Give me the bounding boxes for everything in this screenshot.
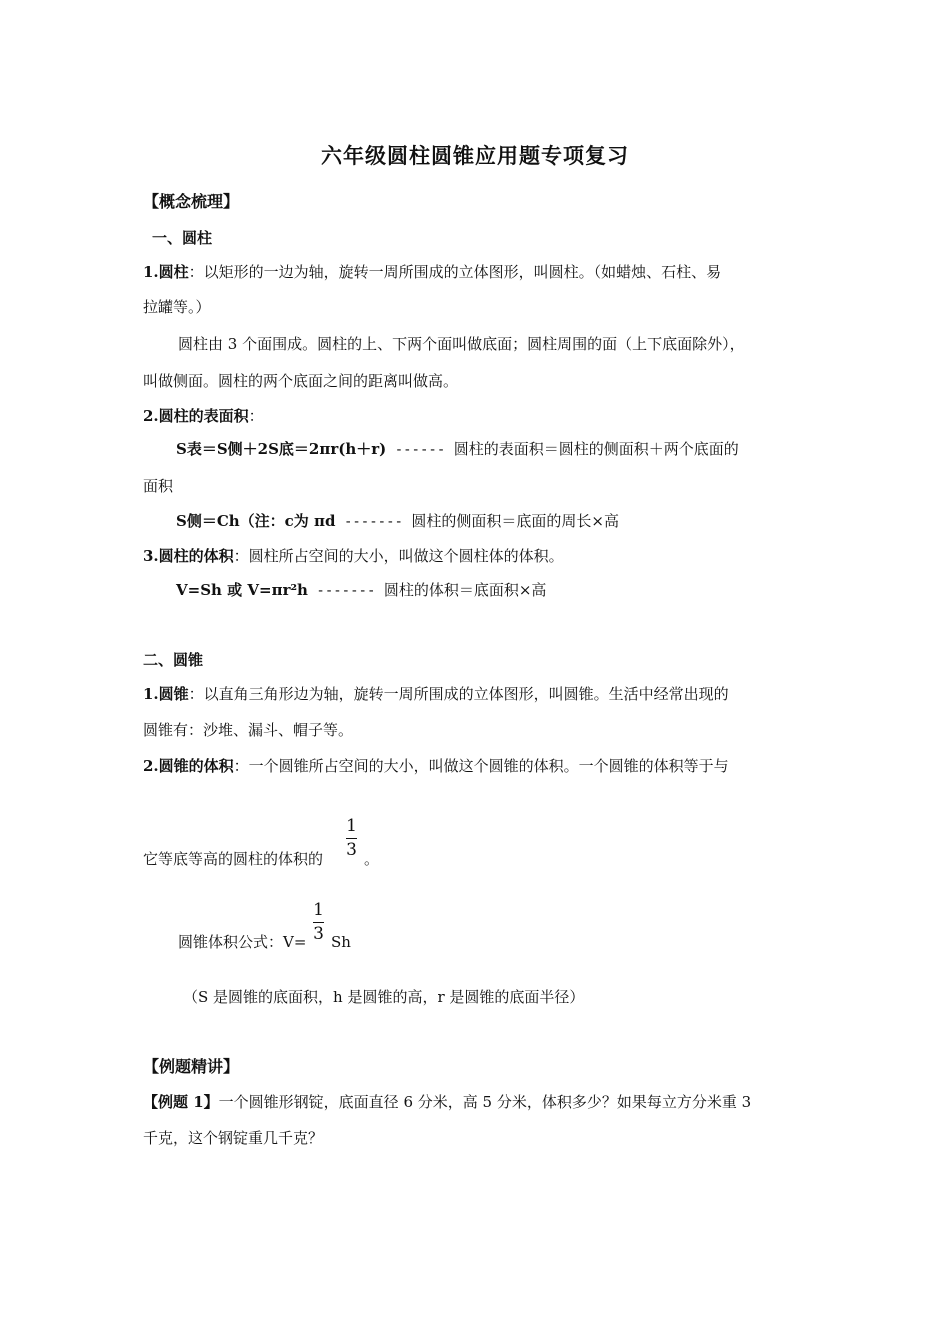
lateral-desc: 圆柱的侧面积＝底面的周长×高: [411, 512, 619, 530]
cone-formula-prefix: 圆锥体积公式：V=: [178, 933, 307, 951]
surface-colon: ：: [248, 407, 264, 425]
cone-formula-suffix: Sh: [331, 933, 351, 951]
cylinder-volume-label: 3.圆柱的体积: [143, 547, 234, 565]
cylinder-surface-heading: [143, 405, 264, 427]
cone-def-label: 1.圆锥: [143, 685, 189, 703]
cone-def-cont: 圆锥有：沙堆、漏斗、帽子等。: [143, 721, 354, 739]
example-1-text: 一个圆锥形钢锭，底面直径 6 分米，高 5 分米，体积多少？如果每立方分米重 3: [218, 1093, 752, 1111]
examples-header: 【例题精讲】: [143, 1057, 240, 1076]
cylinder-def-cont: 拉罐等。）: [143, 298, 211, 316]
formula-fraction-numerator: 1: [313, 900, 324, 920]
cone-volume-text: ：一个圆锥所占空间的大小，叫做这个圆锥的体积。一个圆锥的体积等于与: [233, 757, 729, 775]
fraction-numerator: 1: [346, 816, 357, 836]
concept-header: 【概念梳理】: [143, 192, 240, 211]
page-title: 六年级圆柱圆锥应用题专项复习: [321, 143, 629, 168]
surface-desc-cont: 面积: [143, 477, 174, 495]
formula-fraction: [313, 901, 324, 944]
surface-label: 2.圆柱的表面积: [143, 407, 249, 425]
surface-formula-line: [176, 438, 739, 461]
example-1-line: [143, 1091, 751, 1113]
cone-volume-cont: 它等底等高的圆柱的体积的: [143, 850, 324, 868]
cylinder-definition: [143, 261, 721, 283]
fraction-one-third: [346, 817, 357, 860]
cylinder-volume-desc: 圆柱的体积＝底面积×高: [383, 581, 547, 599]
formula-fraction-bar: [313, 922, 324, 923]
cone-definition: [143, 683, 729, 705]
cone-heading: 二、圆锥: [143, 651, 204, 669]
cylinder-para1: 圆柱由 3 个面围成。圆柱的上、下两个面叫做底面；圆柱周围的面（上下底面除外），: [178, 335, 745, 353]
formula-fraction-denominator: 3: [313, 924, 324, 944]
lateral-dash: -------: [335, 514, 412, 530]
lateral-formula-line: [176, 510, 619, 533]
cylinder-volume-line: [143, 545, 564, 567]
fraction-denominator: 3: [346, 840, 357, 860]
example-1-label: 【例题 1】: [143, 1093, 219, 1111]
cone-volume-period: 。: [364, 850, 380, 868]
cylinder-volume-dash: -------: [307, 583, 384, 599]
example-1-cont: 千克，这个钢锭重几千克？: [143, 1129, 324, 1147]
cylinder-para2: 叫做侧面。圆柱的两个底面之间的距离叫做高。: [143, 372, 459, 390]
cone-volume-line: [143, 755, 729, 777]
surface-formula: S表＝S侧＋2S底＝2πr(h＋r): [176, 440, 387, 458]
cylinder-def-label: 1.圆柱: [143, 263, 189, 281]
cylinder-volume-text: ：圆柱所占空间的大小，叫做这个圆柱体的体积。: [233, 547, 564, 565]
cylinder-volume-formula: V=Sh 或 V=πr²h: [176, 581, 308, 599]
cone-volume-label: 2.圆锥的体积: [143, 757, 234, 775]
lateral-formula: S侧＝Ch（注：c为 πd: [176, 512, 336, 530]
fraction-bar: [346, 838, 357, 839]
cone-def-text: ：以直角三角形边为轴，旋转一周所围成的立体图形，叫圆锥。生活中经常出现的: [188, 685, 729, 703]
cylinder-heading: 一、圆柱: [152, 229, 213, 247]
cylinder-volume-formula-line: [176, 579, 546, 602]
cylinder-def-text: ：以矩形的一边为轴，旋转一周所围成的立体图形，叫圆柱。（如蜡烛、石柱、易: [188, 263, 722, 281]
surface-dash: ------: [386, 442, 454, 458]
cone-note: （S 是圆锥的底面积，h 是圆锥的高，r 是圆锥的底面半径）: [183, 988, 585, 1006]
surface-desc: 圆柱的表面积＝圆柱的侧面积＋两个底面的: [453, 440, 739, 458]
